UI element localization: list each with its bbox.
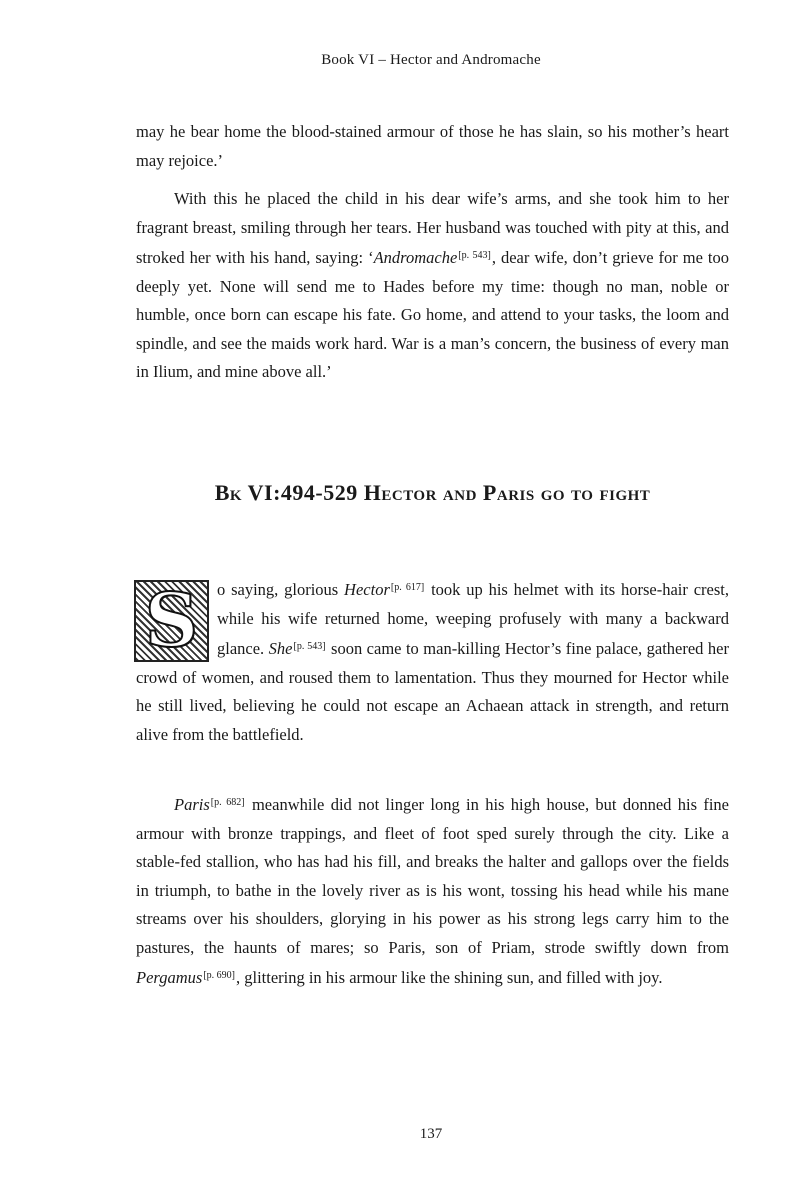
page-number (0, 1126, 792, 1143)
section-heading: Bk VI:494-529 Hector and Paris go to fight (214, 480, 651, 505)
page-reference-link[interactable]: [p. 543] (458, 250, 491, 261)
name-andromache: Andromache (373, 248, 458, 267)
paragraph-andromache (136, 185, 729, 387)
name-pergamus: Pergamus (136, 968, 203, 987)
paragraph-text: With this he placed the child in his dear wife’s arms, and she took him to her fragrant breast, smiling through her tears. Her husband was touched with pity at this, and stroked her with his hand, saying: ‘ (136, 189, 729, 267)
page-reference-link[interactable]: [p. 682] (210, 797, 245, 808)
paragraph-continuation (136, 118, 729, 175)
paragraph-text: , glittering in his armour like the shining sun, and filled with joy. (235, 968, 663, 987)
page-reference-link[interactable]: [p. 543] (293, 641, 326, 652)
paragraph-hector (136, 574, 729, 749)
paragraph-paris (136, 789, 729, 993)
drop-cap-letter: S (144, 578, 199, 664)
ornamental-drop-cap (134, 580, 209, 662)
paragraph-text: o saying, glorious (217, 580, 345, 599)
paragraph-text: meanwhile did not linger long in his high house, but donned his fine armour with bronze trappings, and fleet of foot sped surely through the city. Like a stable-fed stallion, who has had his fill, and breaks the halter and gallops over the fields in triumph, to bathe in the lovely river as is his wont, tossing his head while his mane streams over his shoulders, glorying in his power as his strong legs carry him to the pastures, the haunts of mares; so Paris, son of Priam, strode swiftly down from (136, 795, 729, 957)
running-head-text: Book VI – Hector and Andromache (321, 52, 541, 68)
name-she: She (268, 639, 293, 658)
page-reference-link[interactable]: [p. 617] (390, 582, 425, 593)
paragraph-text: , dear wife, don’t grieve for me too deeply yet. None will send me to Hades before my time: though no man, noble or humble, once born can escape his fate. Go home, and attend to your tasks, the loom and spindle, and see the maids work hard. War is a man’s concern, the business of every man in Ilium, and mine above all.’ (136, 248, 730, 381)
name-paris: Paris (174, 795, 210, 814)
running-head (0, 52, 792, 69)
page-reference-link[interactable]: [p. 690] (203, 970, 235, 981)
paragraph-text: soon came to man-killing Hector’s fine palace, gathered her crowd of women, and roused them to lamentation. Thus they mourned for Hector while he still lived, believing he could not escape an Achaean attack in strength, and return alive from the battlefield. (136, 639, 729, 744)
paragraph-text: took up his helmet with its horse-hair crest, while his wife returned home, weeping profusely with many a backward glance. (217, 580, 729, 658)
paragraph-text: may he bear home the blood-stained armour of those he has slain, so his mother’s heart may rejoice.’ (136, 122, 729, 170)
page-number-text: 137 (419, 1126, 443, 1142)
name-hector: Hector (344, 580, 390, 599)
